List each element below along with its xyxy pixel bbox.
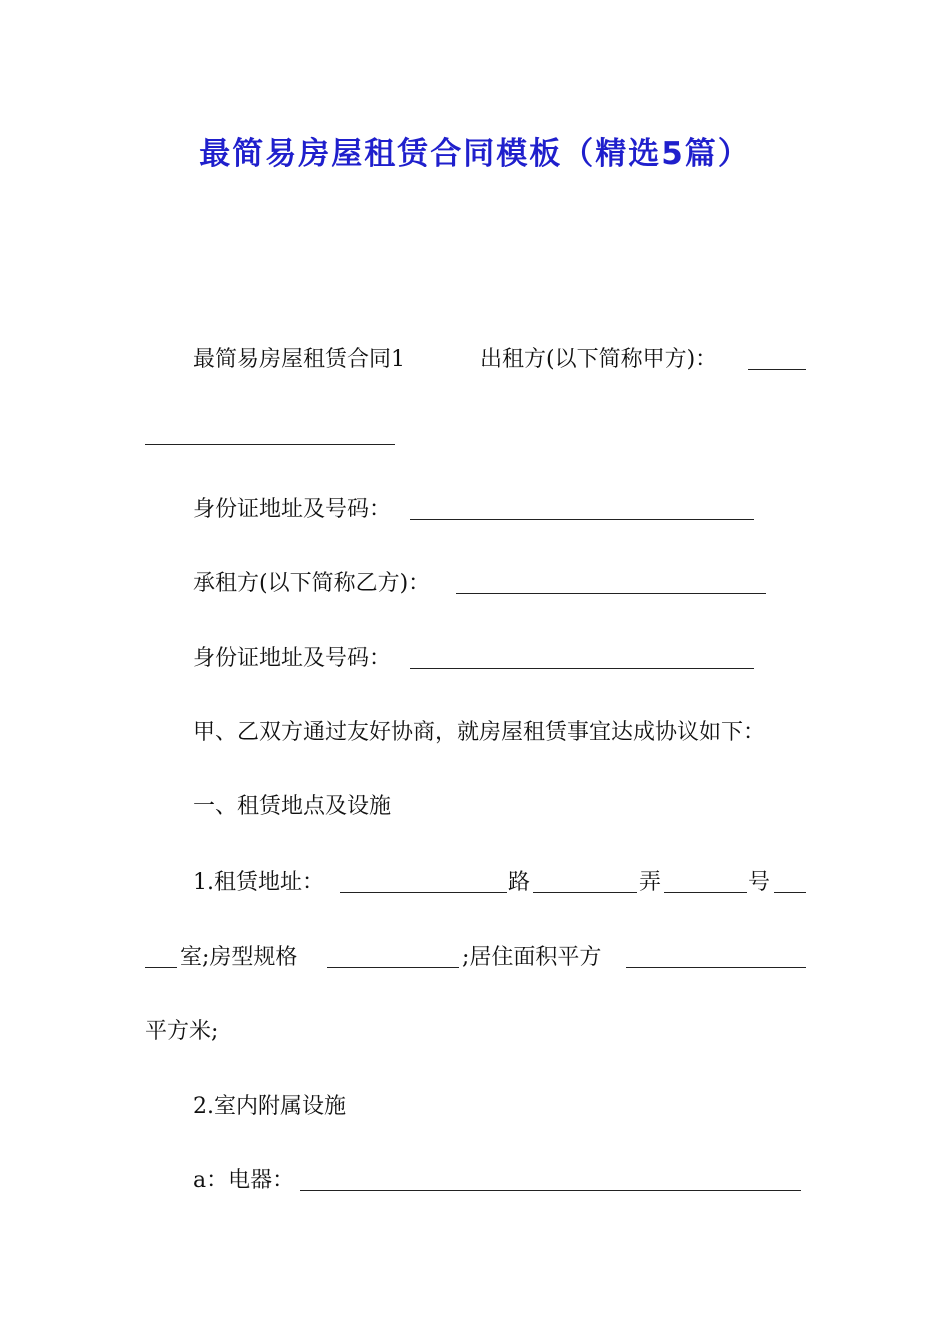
lessor-blank[interactable] bbox=[748, 369, 806, 370]
number-label: 号 bbox=[748, 870, 771, 895]
road-label: 路 bbox=[508, 870, 531, 895]
agreement-line bbox=[0, 716, 950, 750]
layout-blank[interactable] bbox=[327, 967, 459, 968]
lane-blank[interactable] bbox=[533, 892, 637, 893]
facilities-heading: 2.室内附属设施 bbox=[193, 1094, 346, 1119]
lessee-id-label: 身份证地址及号码： bbox=[193, 646, 392, 671]
room-label: 室;房型规格 bbox=[180, 945, 298, 970]
document-title: 最简易房屋租赁合同模板（精选5篇） bbox=[199, 136, 751, 172]
contract-heading: 最简易房屋租赁合同1 bbox=[193, 347, 405, 372]
area-blank[interactable] bbox=[626, 967, 806, 968]
appliances-label: a：电器： bbox=[193, 1168, 295, 1193]
sqm-text: 平方米; bbox=[145, 1019, 219, 1044]
lessor-id-label: 身份证地址及号码： bbox=[193, 497, 392, 522]
lessor-label: 出租方(以下简称甲方)： bbox=[480, 347, 718, 372]
room-line bbox=[0, 941, 950, 975]
facilities-line bbox=[0, 1090, 950, 1124]
lessor-blank-continued[interactable] bbox=[145, 444, 395, 445]
lessor-id-line bbox=[0, 493, 950, 527]
address-label: 1.租赁地址： bbox=[193, 870, 324, 895]
number-blank[interactable] bbox=[664, 892, 747, 893]
agreement-text: 甲、乙双方通过友好协商，就房屋租赁事宜达成协议如下： bbox=[193, 720, 766, 745]
area-label: ;居住面积平方 bbox=[462, 945, 602, 970]
address-line bbox=[0, 866, 950, 900]
lessor-continued-line bbox=[0, 418, 950, 452]
road-blank[interactable] bbox=[340, 892, 507, 893]
lessee-label: 承租方(以下简称乙方)： bbox=[193, 571, 431, 596]
section-heading: 一、租赁地点及设施 bbox=[193, 794, 392, 819]
lessor-line bbox=[0, 343, 950, 377]
lessee-line bbox=[0, 567, 950, 601]
sqm-line bbox=[0, 1015, 950, 1049]
lessee-blank[interactable] bbox=[456, 593, 766, 594]
section-heading-line bbox=[0, 790, 950, 824]
lessee-id-blank[interactable] bbox=[410, 668, 754, 669]
appliances-line bbox=[0, 1164, 950, 1198]
lessee-id-line bbox=[0, 642, 950, 676]
appliances-blank[interactable] bbox=[300, 1190, 801, 1191]
room-blank[interactable] bbox=[774, 892, 806, 893]
lane-label: 弄 bbox=[639, 870, 662, 895]
lessor-id-blank[interactable] bbox=[410, 519, 754, 520]
room-blank-continued[interactable] bbox=[145, 967, 177, 968]
